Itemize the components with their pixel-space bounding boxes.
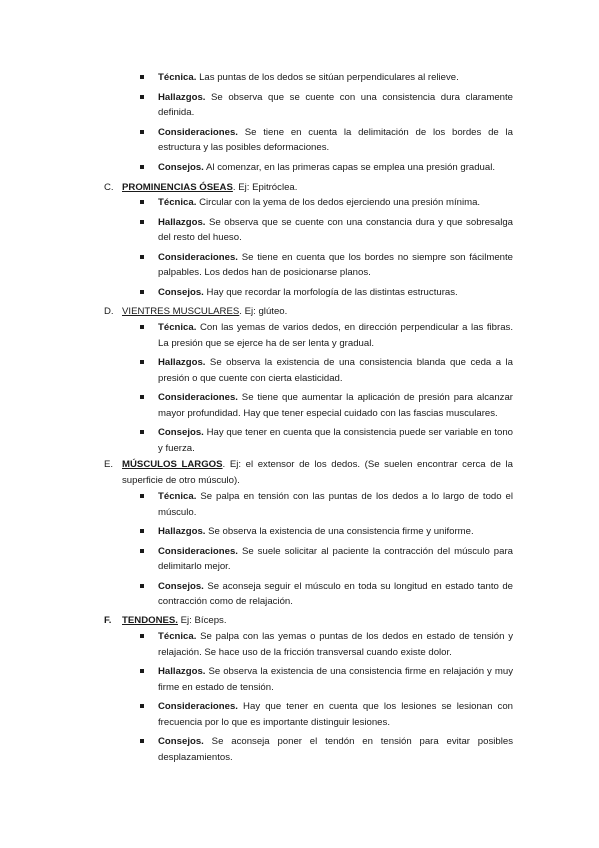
list-item: Hallazgos. Se observa la existencia de una consistencia firme y uniforme. (0, 524, 599, 540)
bullet-icon (140, 529, 144, 533)
list-item: Hallazgos. Se observa que se cuente con una consistencia dura claramente definida. (0, 90, 599, 121)
list-item: Consejos. Se aconseja poner el tendón en tensión para evitar posibles desplazamientos. (0, 734, 599, 765)
bullet-icon (140, 584, 144, 588)
list-item: Consideraciones. Se suele solicitar al paciente la contracción del músculo para delimitarlo mejor. (0, 544, 599, 575)
list-item: Técnica. Se palpa en tensión con las puntas de los dedos a lo largo de todo el músculo. (0, 489, 599, 520)
list-item: Consejos. Se aconseja seguir el músculo en toda su longitud en estado tanto de contracción como de relajación. (0, 579, 599, 610)
section-f-title: TENDONES. (122, 615, 178, 626)
list-item: Consideraciones. Se tiene en cuenta que los bordes no siempre son fácilmente palpables. Los dedos han de posicionarse planos. (0, 250, 599, 281)
list-item: Hallazgos. Se observa que se cuente con una constancia dura y que sobresalga del resto del hueso. (0, 215, 599, 246)
bullet-icon (140, 669, 144, 673)
section-e-list (0, 489, 599, 610)
list-item: Técnica. Con las yemas de varios dedos, en dirección perpendicular a las fibras. La presión que se ejerce ha de ser lenta y gradual. (0, 320, 599, 351)
bullet-icon (140, 130, 144, 134)
bullet-icon (140, 549, 144, 553)
list-item: Consideraciones. Se tiene que aumentar la aplicación de presión para alcanzar mayor profundidad. Hay que tener especial cuidado con las fascias musculares. (0, 390, 599, 421)
list-item: Técnica. Circular con la yema de los dedos ejerciendo una presión mínima. (0, 195, 599, 211)
bullet-icon (140, 255, 144, 259)
section-b-list (0, 70, 599, 175)
bullet-icon (140, 95, 144, 99)
list-item: Consideraciones. Se tiene en cuenta la delimitación de los bordes de la estructura y las posibles deformaciones. (0, 125, 599, 156)
bullet-icon (140, 325, 144, 329)
bullet-icon (140, 165, 144, 169)
list-item: Técnica. Se palpa con las yemas o puntas de los dedos en estado de tensión y relajación. Se hace uso de la fricción transversal cuando existe dolor. (0, 629, 599, 660)
section-f-heading: F. TENDONES. Ej: Bíceps. (104, 615, 227, 626)
bullet-icon (140, 704, 144, 708)
bullet-icon (140, 430, 144, 434)
bullet-icon (140, 200, 144, 204)
list-item: Técnica. Las puntas de los dedos se sitúan perpendiculares al relieve. (0, 70, 599, 86)
list-item: Consejos. Hay que recordar la morfología de las distintas estructuras. (0, 285, 599, 301)
bullet-icon (140, 494, 144, 498)
bullet-icon (140, 220, 144, 224)
list-item: Hallazgos. Se observa la existencia de una consistencia blanda que ceda a la presión o que cuente con cierta elasticidad. (0, 355, 599, 386)
section-e-title: MÚSCULOS LARGOS (122, 459, 223, 470)
bullet-icon (140, 395, 144, 399)
list-item: Consejos. Hay que tener en cuenta que la consistencia puede ser variable en tono y fuerza. (0, 425, 599, 456)
bullet-icon (140, 75, 144, 79)
section-d-list (0, 320, 599, 456)
bullet-icon (140, 739, 144, 743)
section-d-title: VIENTRES MUSCULARES (122, 306, 240, 317)
section-c-title: PROMINENCIAS ÓSEAS (122, 182, 233, 193)
list-item: Hallazgos. Se observa la existencia de una consistencia firme en relajación y muy firme en estado de tensión. (0, 664, 599, 695)
section-d-heading: D. VIENTRES MUSCULARES. Ej: glúteo. (104, 306, 288, 317)
bullet-icon (140, 360, 144, 364)
list-item: Consideraciones. Hay que tener en cuenta que los lesiones se lesionan con frecuencia por lo que es importante distinguir lesiones. (0, 699, 599, 730)
section-c-list (0, 195, 599, 300)
section-f-list (0, 629, 599, 765)
section-e-heading: E. MÚSCULOS LARGOS. Ej: el extensor de los dedos. (Se suelen encontrar cerca de la superficie de otro músculo). (104, 459, 513, 486)
bullet-icon (140, 634, 144, 638)
bullet-icon (140, 290, 144, 294)
section-c-heading: C. PROMINENCIAS ÓSEAS. Ej: Epitróclea. (104, 182, 298, 193)
list-item: Consejos. Al comenzar, en las primeras capas se emplea una presión gradual. (0, 160, 599, 176)
